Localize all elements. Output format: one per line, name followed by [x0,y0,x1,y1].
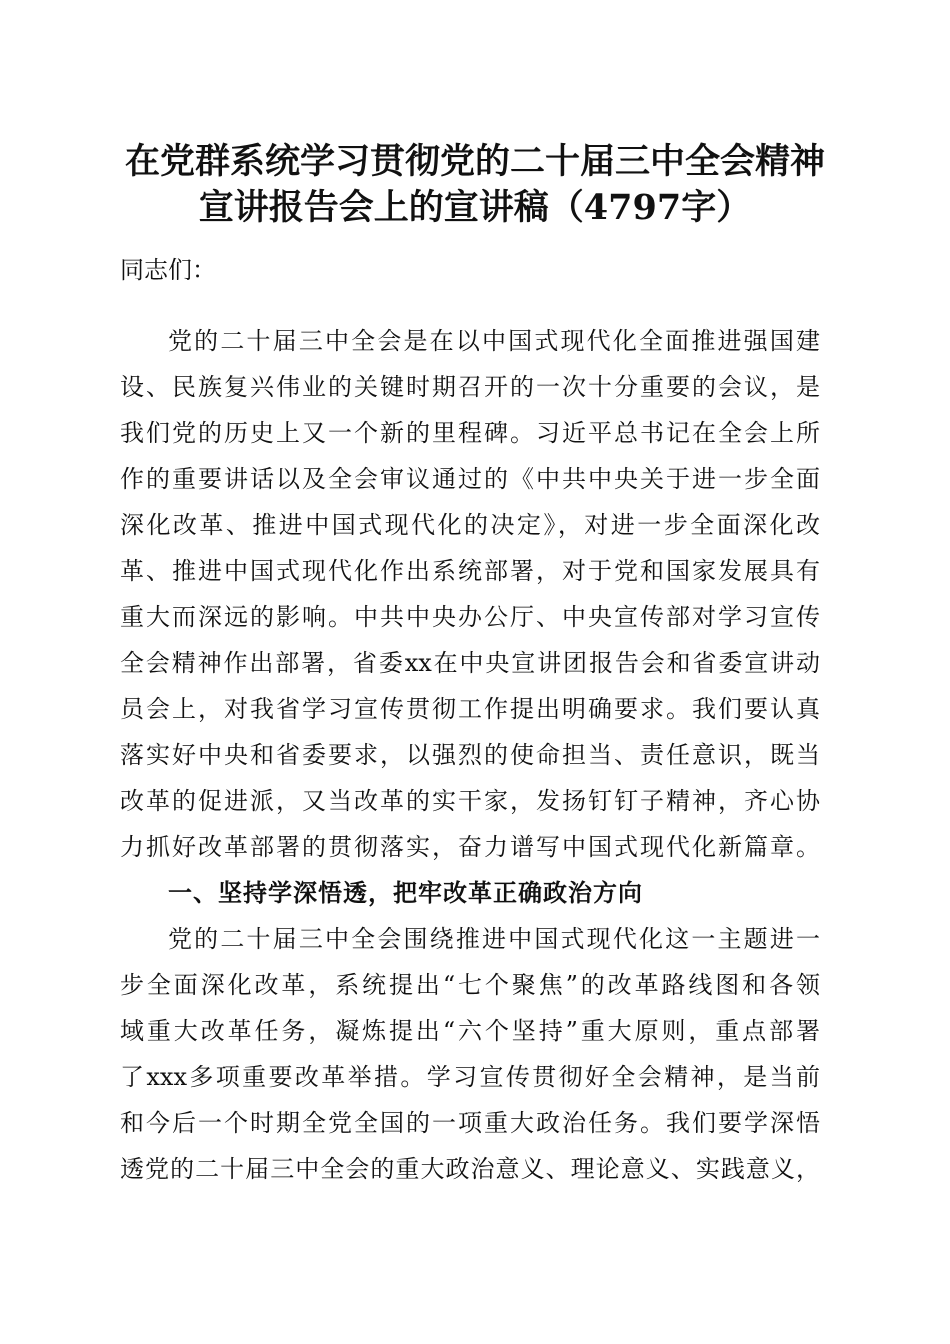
paragraph-2-line: 域重大改革任务，凝炼提出“六个坚持”重大原则，重点部署 [120,1017,820,1045]
document-title-line-2: 宣讲报告会上的宣讲稿（4797字） [198,187,752,228]
paragraph-2-line: 和今后一个时期全党全国的一项重大政治任务。我们要学深悟 [120,1109,820,1137]
paragraph-2-line: 透党的二十届三中全会的重大政治意义、理论意义、实践意义， [120,1155,820,1183]
paragraph-1-line: 作的重要讲话以及全会审议通过的《中共中央关于进一步全面 [120,465,820,493]
paragraph-1-line: 落实好中央和省委要求，以强烈的使命担当、责任意识，既当 [120,741,820,769]
paragraph-1-line: 全会精神作出部署，省委xx在中央宣讲团报告会和省委宣讲动 [120,649,820,677]
salutation: 同志们： [120,256,216,284]
paragraph-2-line: 步全面深化改革，系统提出“七个聚焦”的改革路线图和各领 [120,971,820,999]
document-title-line-1: 在党群系统学习贯彻党的二十届三中全会精神 [124,141,825,182]
paragraph-1-line: 改革的促进派，又当改革的实干家，发扬钉钉子精神，齐心协 [120,787,820,815]
paragraph-2-line: 了xxx多项重要改革举措。学习宣传贯彻好全会精神，是当前 [120,1063,820,1091]
section-heading-1: 一、坚持学深悟透，把牢改革正确政治方向 [168,879,643,907]
paragraph-1-line: 力抓好改革部署的贯彻落实，奋力谱写中国式现代化新篇章。 [120,833,820,861]
paragraph-1-line: 革、推进中国式现代化作出系统部署，对于党和国家发展具有 [120,557,820,585]
paragraph-1-line: 重大而深远的影响。中共中央办公厅、中央宣传部对学习宣传 [120,603,820,631]
paragraph-1-line: 员会上，对我省学习宣传贯彻工作提出明确要求。我们要认真 [120,695,820,723]
paragraph-1-line: 我们党的历史上又一个新的里程碑。习近平总书记在全会上所 [120,419,820,447]
paragraph-2-line: 党的二十届三中全会围绕推进中国式现代化这一主题进一 [168,925,820,953]
paragraph-1-line: 党的二十届三中全会是在以中国式现代化全面推进强国建 [168,327,820,355]
paragraph-1-line: 设、民族复兴伟业的关键时期召开的一次十分重要的会议，是 [120,373,820,401]
paragraph-1-line: 深化改革、推进中国式现代化的决定》，对进一步全面深化改 [120,511,820,539]
